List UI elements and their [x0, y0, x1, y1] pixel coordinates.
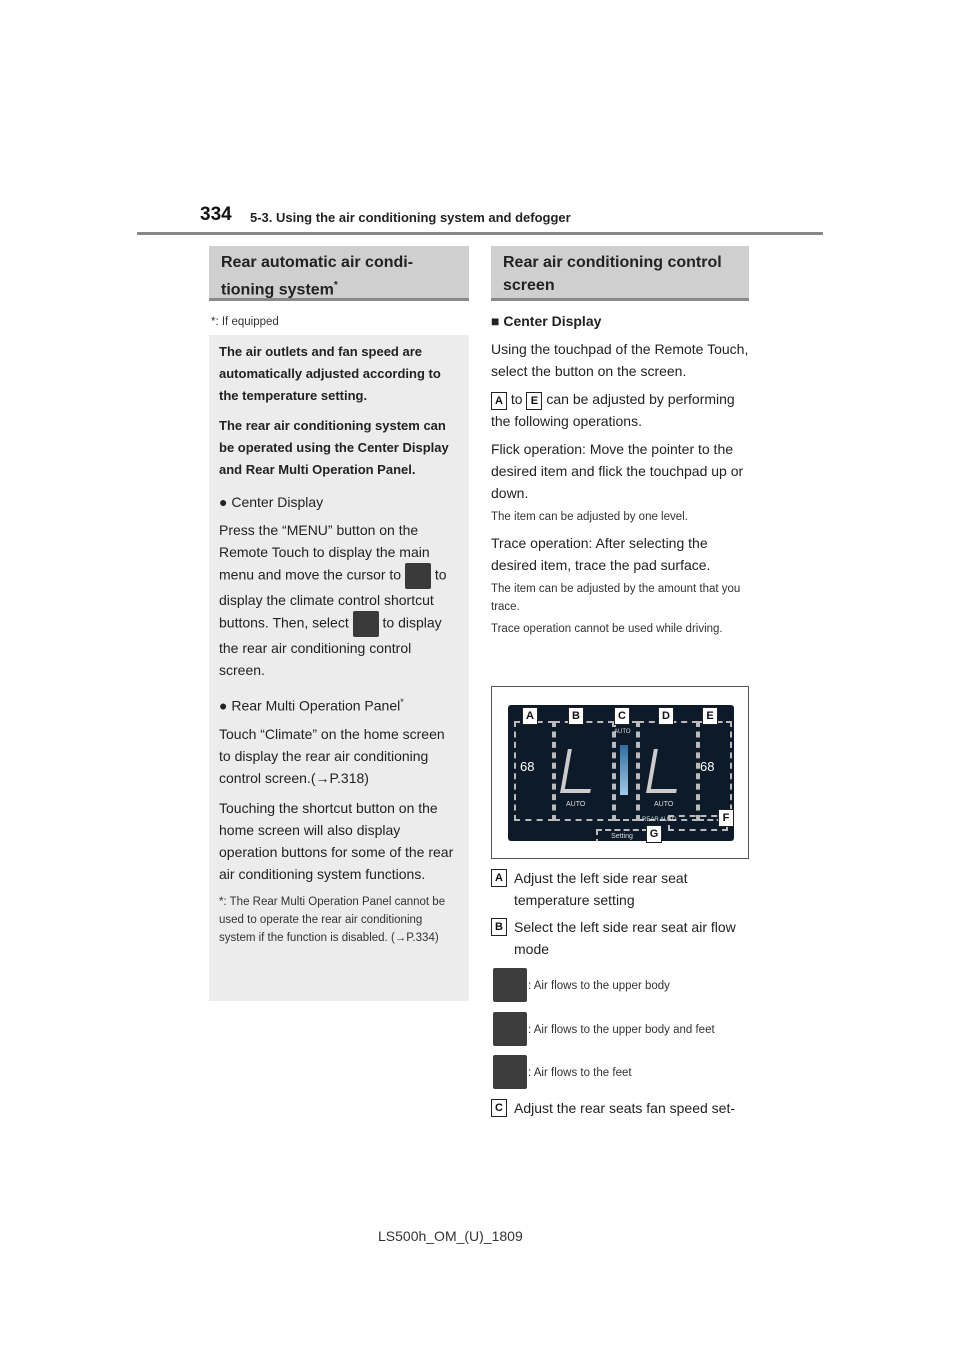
right-body	[491, 310, 749, 638]
bullet1-title: Center Display	[231, 494, 324, 510]
para-range-text: can be adjusted by performing the following operations.	[491, 391, 735, 429]
if-equipped-note: *: If equipped	[211, 316, 279, 328]
screen-label-d: D	[658, 707, 674, 725]
note-trace-1: The item can be adjusted by the amount that you trace.	[491, 583, 741, 613]
bullet1-text	[219, 519, 459, 681]
bullet2-text: Touch “Climate” on the home screen to display the rear air conditioning control screen.(→P.318)	[219, 725, 445, 786]
screen-label-c: C	[614, 707, 630, 725]
bullet2-text2: Touching the shortcut button on the home screen will also display operation buttons for some of the rear air conditioning system functions.	[219, 799, 454, 882]
chapter-title: 5-3. Using the air conditioning system and defogger	[250, 210, 571, 225]
item-a-letter: A	[491, 869, 507, 887]
para-trace: Trace operation: After selecting the desired item, trace the pad surface.	[491, 535, 711, 573]
item-b-text: Select the left side rear seat air flow mode	[514, 919, 736, 957]
left-title-line2: tioning system	[221, 281, 334, 299]
label-a: A	[491, 392, 507, 410]
rear-climate-icon	[353, 611, 379, 637]
fan-bar	[620, 745, 628, 795]
box-intro-2: The rear air conditioning system can be operated using the Center Display and Rear Multi Operation Panel.	[219, 418, 449, 477]
header-rule	[137, 232, 823, 235]
subsection-title	[491, 310, 749, 332]
right-title-line2: screen	[503, 277, 555, 294]
setting-label: Setting	[611, 833, 633, 840]
air-flow-feet-icon	[493, 1055, 527, 1089]
note-trace-2: Trace operation cannot be used while driving.	[491, 623, 723, 635]
temp-right: 68	[700, 759, 715, 774]
left-section-title	[221, 251, 457, 301]
left-section-header	[209, 246, 469, 301]
right-section-title	[503, 251, 737, 297]
bullet-dot: ●	[219, 697, 232, 714]
bullet-dot: ●	[219, 494, 232, 510]
left-info-box	[209, 335, 469, 1001]
bullet2-mark: *	[400, 697, 404, 707]
right-title-line1: Rear air conditioning control	[503, 254, 722, 271]
para-range	[491, 388, 749, 432]
bullet1-text-b: to display the climate control shortcut buttons. Then, select	[219, 566, 447, 631]
climate-menu-icon	[405, 563, 431, 589]
item-c-letter: C	[491, 1099, 507, 1117]
para-flick: Flick operation: Move the pointer to the desired item and flick the touchpad up or down.	[491, 441, 744, 501]
screen-label-f: F	[718, 809, 734, 827]
bullet-center-display	[219, 491, 459, 513]
screen-label-b: B	[568, 707, 584, 725]
word-to: to	[510, 391, 523, 407]
bullet1-text-c: to display the rear air conditioning control screen.	[219, 614, 442, 678]
subsection-title-text: Center Display	[503, 313, 602, 329]
rear-auto-label: REAR AUTO	[642, 817, 677, 823]
temp-left: 68	[520, 759, 535, 774]
control-screen-illustration	[491, 686, 749, 859]
right-section-header	[491, 246, 749, 301]
mode-upper-body-feet: : Air flows to the upper body and feet	[528, 1024, 715, 1036]
auto-center: AUTO	[614, 729, 631, 735]
bullet2-title: Rear Multi Operation Panel	[231, 697, 401, 714]
screen-label-e: E	[702, 707, 718, 725]
note-flick: The item can be adjusted by one level.	[491, 511, 688, 523]
label-e: E	[526, 392, 542, 410]
air-flow-upper-body-feet-icon	[493, 1012, 527, 1046]
bullet-rear-panel	[219, 691, 459, 717]
box-footnote: *: The Rear Multi Operation Panel cannot be used to operate the rear air conditioning system if the function is disabled. (→P.334)	[219, 895, 446, 944]
air-flow-upper-body-icon	[493, 968, 527, 1002]
auto-left: AUTO	[566, 801, 586, 808]
mode-feet: : Air flows to the feet	[528, 1067, 632, 1079]
left-title-mark: *	[333, 280, 338, 291]
mode-upper-body: : Air flows to the upper body	[528, 980, 670, 992]
auto-right: AUTO	[654, 801, 674, 808]
box-intro-1: The air outlets and fan speed are automatically adjusted according to the temperature setting.	[219, 344, 441, 403]
screen-label-a: A	[522, 707, 538, 725]
item-b-letter: B	[491, 918, 507, 936]
screen-panel	[508, 705, 734, 841]
page-number: 334	[200, 204, 232, 225]
item-c-text: Adjust the rear seats fan speed set-	[514, 1100, 736, 1116]
square-bullet: ■	[491, 313, 504, 329]
left-title-line1: Rear automatic air condi-	[221, 254, 414, 271]
screen-label-g: G	[646, 825, 662, 843]
item-a-text: Adjust the left side rear seat temperature setting	[514, 870, 688, 908]
setting-button	[596, 829, 648, 841]
para-remote-touch: Using the touchpad of the Remote Touch, select the button on the screen.	[491, 341, 749, 379]
footer-model: LS500h_OM_(U)_1809	[378, 1228, 523, 1244]
bullet1-text-a: Press the “MENU” button on the Remote Touch to display the main menu and move the cursor to	[219, 522, 430, 583]
